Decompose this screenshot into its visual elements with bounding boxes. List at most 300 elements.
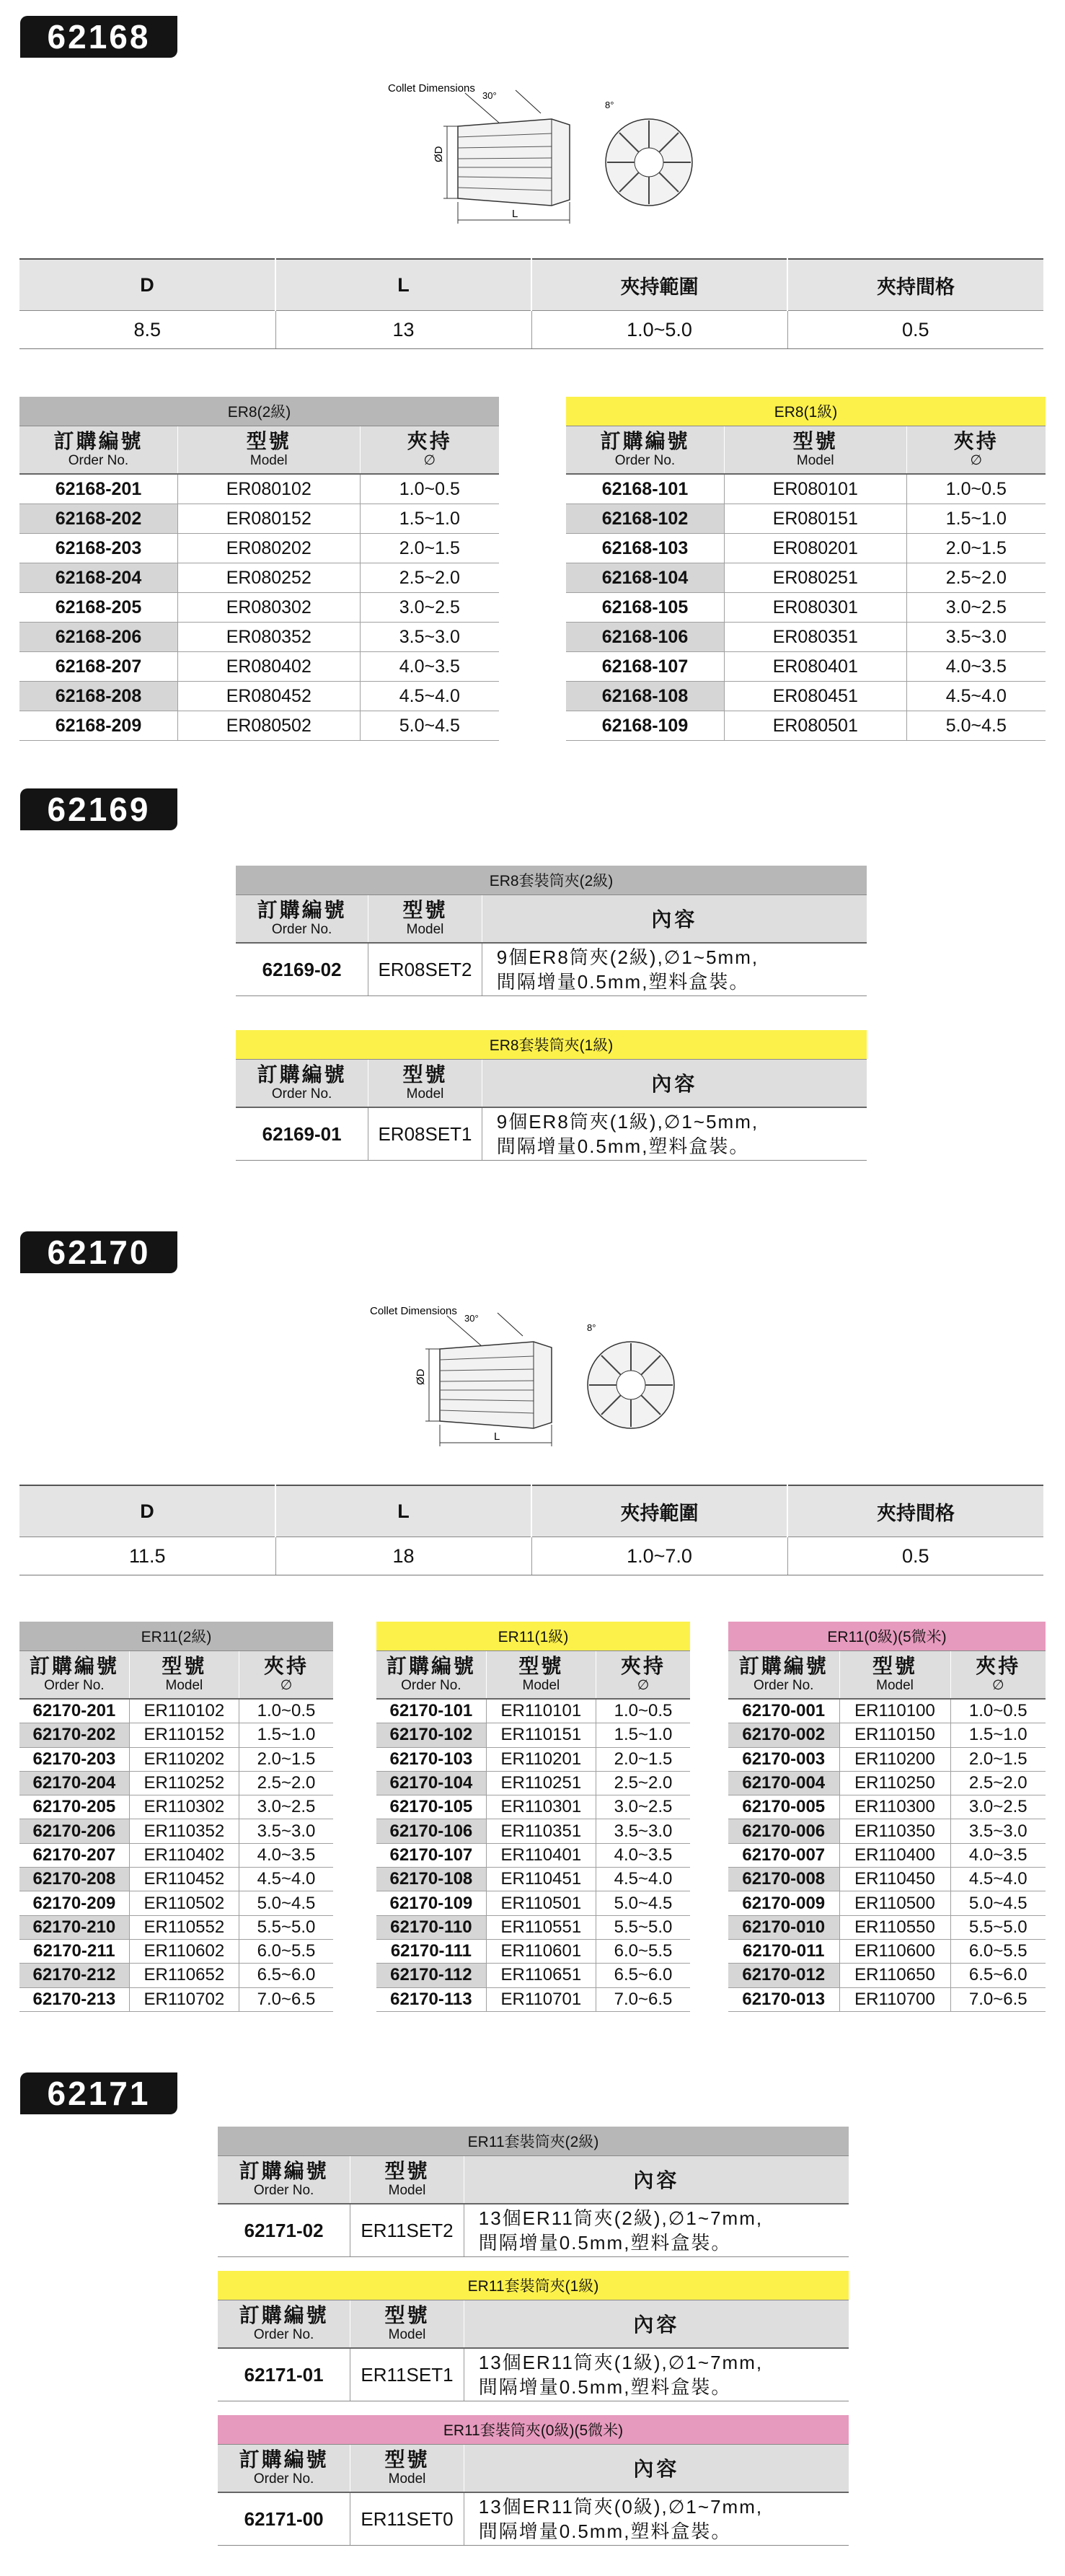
model: ER110552 (129, 1915, 239, 1939)
set-order-no: 62171-01 (218, 2348, 350, 2401)
order-no: 62168-204 (19, 563, 177, 593)
order-no: 62170-209 (19, 1891, 129, 1915)
clamp-range: 7.0~6.5 (596, 1987, 691, 2011)
model: ER110352 (129, 1819, 239, 1843)
model: ER110350 (839, 1819, 950, 1843)
model: ER080352 (177, 623, 360, 652)
table-row (566, 711, 1046, 741)
set-model: ER11SET1 (350, 2348, 464, 2401)
diameter-label: ØD (433, 146, 445, 162)
clamp-range: 1.0~0.5 (596, 1699, 691, 1723)
order-no: 62170-204 (19, 1771, 129, 1795)
table-row (728, 1987, 1046, 2011)
product-table-er8-grade1 (566, 397, 1046, 741)
table-row (19, 563, 499, 593)
clamp-range: 5.0~4.5 (950, 1891, 1046, 1915)
set-caption: ER11套裝筒夾(1級) (218, 2271, 849, 2300)
clamp-range: 5.0~4.5 (360, 711, 499, 741)
clamp-range: 6.5~6.0 (239, 1964, 334, 1987)
order-no: 62170-102 (376, 1723, 486, 1747)
clamp-range: 3.5~3.0 (239, 1819, 334, 1843)
table-row (19, 1891, 333, 1915)
diagram-label: Collet Dimensions (388, 82, 475, 94)
set-order-no: 62169-02 (236, 943, 368, 996)
order-no: 62168-205 (19, 593, 177, 623)
set-description: 13個ER11筒夾(0級),∅1~7mm, 間隔增量0.5mm,塑料盒裝。 (464, 2492, 849, 2546)
clamp-range: 3.5~3.0 (360, 623, 499, 652)
order-no: 62170-212 (19, 1964, 129, 1987)
table-row (19, 1795, 333, 1819)
set-table-er11-grade1 (218, 2271, 849, 2401)
model: ER110500 (839, 1891, 950, 1915)
model: ER080152 (177, 504, 360, 534)
model: ER110650 (839, 1964, 950, 1987)
spec-header-range: 夾持範圍 (531, 1485, 787, 1537)
table-row (376, 1964, 690, 1987)
angle-30-label: 30° (482, 90, 497, 101)
order-no: 62170-106 (376, 1819, 486, 1843)
order-no: 62170-109 (376, 1891, 486, 1915)
clamp-range: 4.5~4.0 (906, 682, 1046, 711)
table-caption: ER8(2級) (19, 397, 499, 426)
model: ER080201 (724, 534, 906, 563)
spec-header-d: D (19, 1485, 275, 1537)
order-no: 62170-007 (728, 1843, 839, 1867)
model: ER110252 (129, 1771, 239, 1795)
order-no: 62170-011 (728, 1939, 839, 1963)
model: ER110351 (486, 1819, 596, 1843)
model: ER110701 (486, 1987, 596, 2011)
table-row (728, 1747, 1046, 1771)
table-row (728, 1964, 1046, 1987)
order-no: 62170-205 (19, 1795, 129, 1819)
set-model: ER08SET1 (368, 1107, 482, 1161)
clamp-range: 5.0~4.5 (596, 1891, 691, 1915)
col-header-range: 夾持 ∅ (950, 1651, 1046, 1700)
order-no: 62168-201 (19, 474, 177, 504)
table-row (376, 1868, 690, 1891)
model: ER110700 (839, 1987, 950, 2011)
clamp-range: 3.0~2.5 (950, 1795, 1046, 1819)
table-row (19, 474, 499, 504)
length-label: L (512, 208, 518, 220)
col-header-order: 訂購編號 Order No. (376, 1651, 486, 1700)
table-row (728, 1771, 1046, 1795)
set-table-er11-grade2 (218, 2127, 849, 2257)
clamp-range: 5.5~5.0 (239, 1915, 334, 1939)
model: ER110601 (486, 1939, 596, 1963)
clamp-range: 5.0~4.5 (906, 711, 1046, 741)
clamp-range: 1.5~1.0 (950, 1723, 1046, 1747)
col-header-model: 型號 Model (350, 2445, 464, 2493)
clamp-range: 2.5~2.0 (596, 1771, 691, 1795)
order-no: 62170-009 (728, 1891, 839, 1915)
col-header-model: 型號 Model (839, 1651, 950, 1700)
order-no: 62170-210 (19, 1915, 129, 1939)
clamp-range: 2.5~2.0 (360, 563, 499, 593)
set-caption: ER11套裝筒夾(0級)(5微米) (218, 2415, 849, 2445)
model: ER110151 (486, 1723, 596, 1747)
col-header-order: 訂購編號 Order No. (19, 1651, 129, 1700)
set-table-er11-grade0 (218, 2415, 849, 2546)
clamp-range: 1.0~0.5 (950, 1699, 1046, 1723)
order-no: 62170-103 (376, 1747, 486, 1771)
order-no: 62168-206 (19, 623, 177, 652)
table-row (728, 1891, 1046, 1915)
model: ER110551 (486, 1915, 596, 1939)
table-row (376, 1795, 690, 1819)
spec-value-d: 8.5 (19, 311, 275, 349)
clamp-range: 3.0~2.5 (906, 593, 1046, 623)
table-row (19, 623, 499, 652)
spec-value-d: 11.5 (19, 1537, 275, 1575)
spec-header-d: D (19, 259, 275, 311)
model: ER080101 (724, 474, 906, 504)
clamp-range: 2.5~2.0 (906, 563, 1046, 593)
clamp-range: 6.5~6.0 (596, 1964, 691, 1987)
table-row (376, 1843, 690, 1867)
col-header-model: 型號 Model (177, 426, 360, 475)
model: ER110302 (129, 1795, 239, 1819)
clamp-range: 5.0~4.5 (239, 1891, 334, 1915)
model: ER110702 (129, 1987, 239, 2011)
model: ER080251 (724, 563, 906, 593)
clamp-range: 2.0~1.5 (596, 1747, 691, 1771)
spec-value-step: 0.5 (787, 311, 1043, 349)
col-header-content: 內容 (482, 1060, 867, 1108)
spec-header-step: 夾持間格 (787, 1485, 1043, 1537)
clamp-range: 1.0~0.5 (360, 474, 499, 504)
collet-front-view (606, 119, 692, 206)
model: ER080401 (724, 652, 906, 682)
col-header-order: 訂購編號 Order No. (218, 2156, 350, 2204)
table-row (728, 1795, 1046, 1819)
order-no: 62170-113 (376, 1987, 486, 2011)
table-row (19, 1771, 333, 1795)
col-header-model: 型號 Model (724, 426, 906, 475)
order-no: 62168-203 (19, 534, 177, 563)
order-no: 62168-103 (566, 534, 724, 563)
col-header-order: 訂購編號 Order No. (218, 2445, 350, 2493)
clamp-range: 3.5~3.0 (596, 1819, 691, 1843)
order-no: 62170-104 (376, 1771, 486, 1795)
order-no: 62170-110 (376, 1915, 486, 1939)
order-no: 62170-107 (376, 1843, 486, 1867)
order-no: 62170-201 (19, 1699, 129, 1723)
table-row (728, 1915, 1046, 1939)
spec-header-step: 夾持間格 (787, 259, 1043, 311)
table-caption: ER11(2級) (19, 1622, 333, 1651)
spec-table-62170 (19, 1485, 1043, 1575)
set-description: 13個ER11筒夾(2級),∅1~7mm, 間隔增量0.5mm,塑料盒裝。 (464, 2204, 849, 2257)
col-header-range: 夾持 ∅ (360, 426, 499, 475)
col-header-content: 內容 (482, 895, 867, 944)
table-row (376, 1939, 690, 1963)
model: ER110301 (486, 1795, 596, 1819)
table-row (728, 1723, 1046, 1747)
model: ER110600 (839, 1939, 950, 1963)
table-row (376, 1915, 690, 1939)
model: ER110201 (486, 1747, 596, 1771)
order-no: 62170-004 (728, 1771, 839, 1795)
order-no: 62170-012 (728, 1964, 839, 1987)
order-no: 62170-010 (728, 1915, 839, 1939)
table-row (376, 1723, 690, 1747)
collet-side-view (433, 119, 570, 224)
col-header-range: 夾持 ∅ (596, 1651, 691, 1700)
table-row (566, 534, 1046, 563)
clamp-range: 2.5~2.0 (950, 1771, 1046, 1795)
model: ER110150 (839, 1723, 950, 1747)
model: ER080502 (177, 711, 360, 741)
table-row (566, 623, 1046, 652)
table-row (728, 1939, 1046, 1963)
order-no: 62170-208 (19, 1868, 129, 1891)
clamp-range: 3.5~3.0 (906, 623, 1046, 652)
product-table-er11-grade0 (728, 1622, 1046, 2012)
table-row (566, 652, 1046, 682)
model: ER110202 (129, 1747, 239, 1771)
clamp-range: 1.0~0.5 (239, 1699, 334, 1723)
table-row (566, 504, 1046, 534)
order-no: 62168-101 (566, 474, 724, 504)
col-header-order: 訂購編號 Order No. (236, 895, 368, 944)
spec-header-l: L (275, 259, 531, 311)
section-badge-62170: 62170 (20, 1231, 177, 1273)
table-row (566, 682, 1046, 711)
set-description: 9個ER8筒夾(1級),∅1~5mm, 間隔增量0.5mm,塑料盒裝。 (482, 1107, 867, 1161)
table-row (19, 711, 499, 741)
model: ER110501 (486, 1891, 596, 1915)
table-row (19, 1843, 333, 1867)
order-no: 62170-213 (19, 1987, 129, 2011)
set-description: 9個ER8筒夾(2級),∅1~5mm, 間隔增量0.5mm,塑料盒裝。 (482, 943, 867, 996)
model: ER110502 (129, 1891, 239, 1915)
set-model: ER11SET2 (350, 2204, 464, 2257)
model: ER080501 (724, 711, 906, 741)
set-model: ER11SET0 (350, 2492, 464, 2546)
table-row (19, 1723, 333, 1747)
col-header-model: 型號 Model (368, 895, 482, 944)
spec-value-range: 1.0~5.0 (531, 311, 787, 349)
collet-side-view (415, 1342, 552, 1446)
table-row (19, 1939, 333, 1963)
order-no: 62170-105 (376, 1795, 486, 1819)
order-no: 62168-104 (566, 563, 724, 593)
order-no: 62170-207 (19, 1843, 129, 1867)
model: ER080301 (724, 593, 906, 623)
set-order-no: 62171-00 (218, 2492, 350, 2546)
spec-value-l: 13 (275, 311, 531, 349)
order-no: 62170-206 (19, 1819, 129, 1843)
col-header-model: 型號 Model (368, 1060, 482, 1108)
clamp-range: 1.5~1.0 (239, 1723, 334, 1747)
spec-table-62168 (19, 258, 1043, 349)
order-no: 62168-209 (19, 711, 177, 741)
col-header-content: 內容 (464, 2300, 849, 2349)
order-no: 62170-108 (376, 1868, 486, 1891)
product-table-er11-grade2 (19, 1622, 333, 2012)
model: ER110251 (486, 1771, 596, 1795)
clamp-range: 2.0~1.5 (906, 534, 1046, 563)
col-header-model: 型號 Model (129, 1651, 239, 1700)
section-badge-62169: 62169 (20, 788, 177, 830)
angle-30-label: 30° (464, 1313, 479, 1324)
model: ER110100 (839, 1699, 950, 1723)
model: ER110152 (129, 1723, 239, 1747)
order-no: 62170-013 (728, 1987, 839, 2011)
order-no: 62168-102 (566, 504, 724, 534)
table-row (566, 474, 1046, 504)
clamp-range: 4.5~4.0 (239, 1868, 334, 1891)
clamp-range: 7.0~6.5 (239, 1987, 334, 2011)
col-header-range: 夾持 ∅ (906, 426, 1046, 475)
table-row (728, 1699, 1046, 1723)
spec-header-range: 夾持範圍 (531, 259, 787, 311)
model: ER080102 (177, 474, 360, 504)
clamp-range: 4.0~3.5 (239, 1843, 334, 1867)
order-no: 62168-106 (566, 623, 724, 652)
length-label: L (494, 1430, 500, 1443)
clamp-range: 2.0~1.5 (239, 1747, 334, 1771)
model: ER080202 (177, 534, 360, 563)
diameter-label: ØD (415, 1368, 427, 1385)
clamp-range: 3.0~2.5 (360, 593, 499, 623)
set-table-er8-grade1 (236, 1030, 867, 1161)
set-model: ER08SET2 (368, 943, 482, 996)
set-caption: ER8套裝筒夾(2級) (236, 866, 867, 895)
clamp-range: 6.0~5.5 (596, 1939, 691, 1963)
model: ER110550 (839, 1915, 950, 1939)
table-row (19, 682, 499, 711)
table-row (376, 1699, 690, 1723)
table-caption: ER11(0級)(5微米) (728, 1622, 1046, 1651)
model: ER110101 (486, 1699, 596, 1723)
col-header-order: 訂購編號 Order No. (728, 1651, 839, 1700)
collet-diagram (386, 76, 761, 242)
clamp-range: 3.5~3.0 (950, 1819, 1046, 1843)
clamp-range: 3.0~2.5 (239, 1795, 334, 1819)
set-order-no: 62169-01 (236, 1107, 368, 1161)
table-row (566, 563, 1046, 593)
order-no: 62168-105 (566, 593, 724, 623)
table-row (19, 1915, 333, 1939)
set-caption: ER8套裝筒夾(1級) (236, 1030, 867, 1060)
model: ER110102 (129, 1699, 239, 1723)
diagram-label: Collet Dimensions (370, 1305, 457, 1317)
order-no: 62170-202 (19, 1723, 129, 1747)
clamp-range: 7.0~6.5 (950, 1987, 1046, 2011)
col-header-order: 訂購編號 Order No. (566, 426, 724, 475)
clamp-range: 1.5~1.0 (596, 1723, 691, 1747)
model: ER080452 (177, 682, 360, 711)
clamp-range: 4.5~4.0 (360, 682, 499, 711)
col-header-range: 夾持 ∅ (239, 1651, 334, 1700)
table-caption: ER11(1級) (376, 1622, 690, 1651)
order-no: 62170-006 (728, 1819, 839, 1843)
model: ER110300 (839, 1795, 950, 1819)
product-table-er8-grade2 (19, 397, 499, 741)
order-no: 62170-211 (19, 1939, 129, 1963)
order-no: 62168-202 (19, 504, 177, 534)
order-no: 62168-107 (566, 652, 724, 682)
table-row (728, 1868, 1046, 1891)
clamp-range: 5.5~5.0 (950, 1915, 1046, 1939)
order-no: 62168-108 (566, 682, 724, 711)
order-no: 62170-002 (728, 1723, 839, 1747)
order-no: 62170-203 (19, 1747, 129, 1771)
table-row (19, 1987, 333, 2011)
clamp-range: 6.0~5.5 (239, 1939, 334, 1963)
clamp-range: 1.0~0.5 (906, 474, 1046, 504)
model: ER080151 (724, 504, 906, 534)
order-no: 62170-008 (728, 1868, 839, 1891)
order-no: 62170-005 (728, 1795, 839, 1819)
table-row (566, 593, 1046, 623)
col-header-order: 訂購編號 Order No. (218, 2300, 350, 2349)
order-no: 62168-109 (566, 711, 724, 741)
clamp-range: 4.5~4.0 (950, 1868, 1046, 1891)
model: ER080351 (724, 623, 906, 652)
set-description: 13個ER11筒夾(1級),∅1~7mm, 間隔增量0.5mm,塑料盒裝。 (464, 2348, 849, 2401)
clamp-range: 6.5~6.0 (950, 1964, 1046, 1987)
order-no: 62168-208 (19, 682, 177, 711)
table-row (728, 1819, 1046, 1843)
col-header-order: 訂購編號 Order No. (236, 1060, 368, 1108)
collet-diagram (368, 1298, 743, 1464)
set-caption: ER11套裝筒夾(2級) (218, 2127, 849, 2156)
clamp-range: 4.0~3.5 (596, 1843, 691, 1867)
clamp-range: 4.0~3.5 (950, 1843, 1046, 1867)
model: ER110400 (839, 1843, 950, 1867)
order-no: 62170-001 (728, 1699, 839, 1723)
clamp-range: 2.0~1.5 (950, 1747, 1046, 1771)
model: ER080302 (177, 593, 360, 623)
clamp-range: 1.5~1.0 (360, 504, 499, 534)
order-no: 62170-101 (376, 1699, 486, 1723)
section-badge-62171: 62171 (20, 2072, 177, 2114)
model: ER110402 (129, 1843, 239, 1867)
col-header-content: 內容 (464, 2156, 849, 2204)
table-row (376, 1771, 690, 1795)
clamp-range: 4.0~3.5 (360, 652, 499, 682)
table-row (376, 1819, 690, 1843)
spec-value-step: 0.5 (787, 1537, 1043, 1575)
spec-header-l: L (275, 1485, 531, 1537)
table-row (728, 1843, 1046, 1867)
table-row (19, 593, 499, 623)
model: ER110250 (839, 1771, 950, 1795)
model: ER110452 (129, 1868, 239, 1891)
spec-value-range: 1.0~7.0 (531, 1537, 787, 1575)
clamp-range: 6.0~5.5 (950, 1939, 1046, 1963)
order-no: 62168-207 (19, 652, 177, 682)
col-header-order: 訂購編號 Order No. (19, 426, 177, 475)
model: ER110401 (486, 1843, 596, 1867)
collet-front-view (588, 1342, 674, 1428)
clamp-range: 4.0~3.5 (906, 652, 1046, 682)
table-row (19, 652, 499, 682)
table-row (19, 1868, 333, 1891)
clamp-range: 2.5~2.0 (239, 1771, 334, 1795)
order-no: 62170-111 (376, 1939, 486, 1963)
spec-value-l: 18 (275, 1537, 531, 1575)
table-row (376, 1891, 690, 1915)
clamp-range: 3.0~2.5 (596, 1795, 691, 1819)
model: ER110451 (486, 1868, 596, 1891)
model: ER110652 (129, 1964, 239, 1987)
clamp-range: 5.5~5.0 (596, 1915, 691, 1939)
